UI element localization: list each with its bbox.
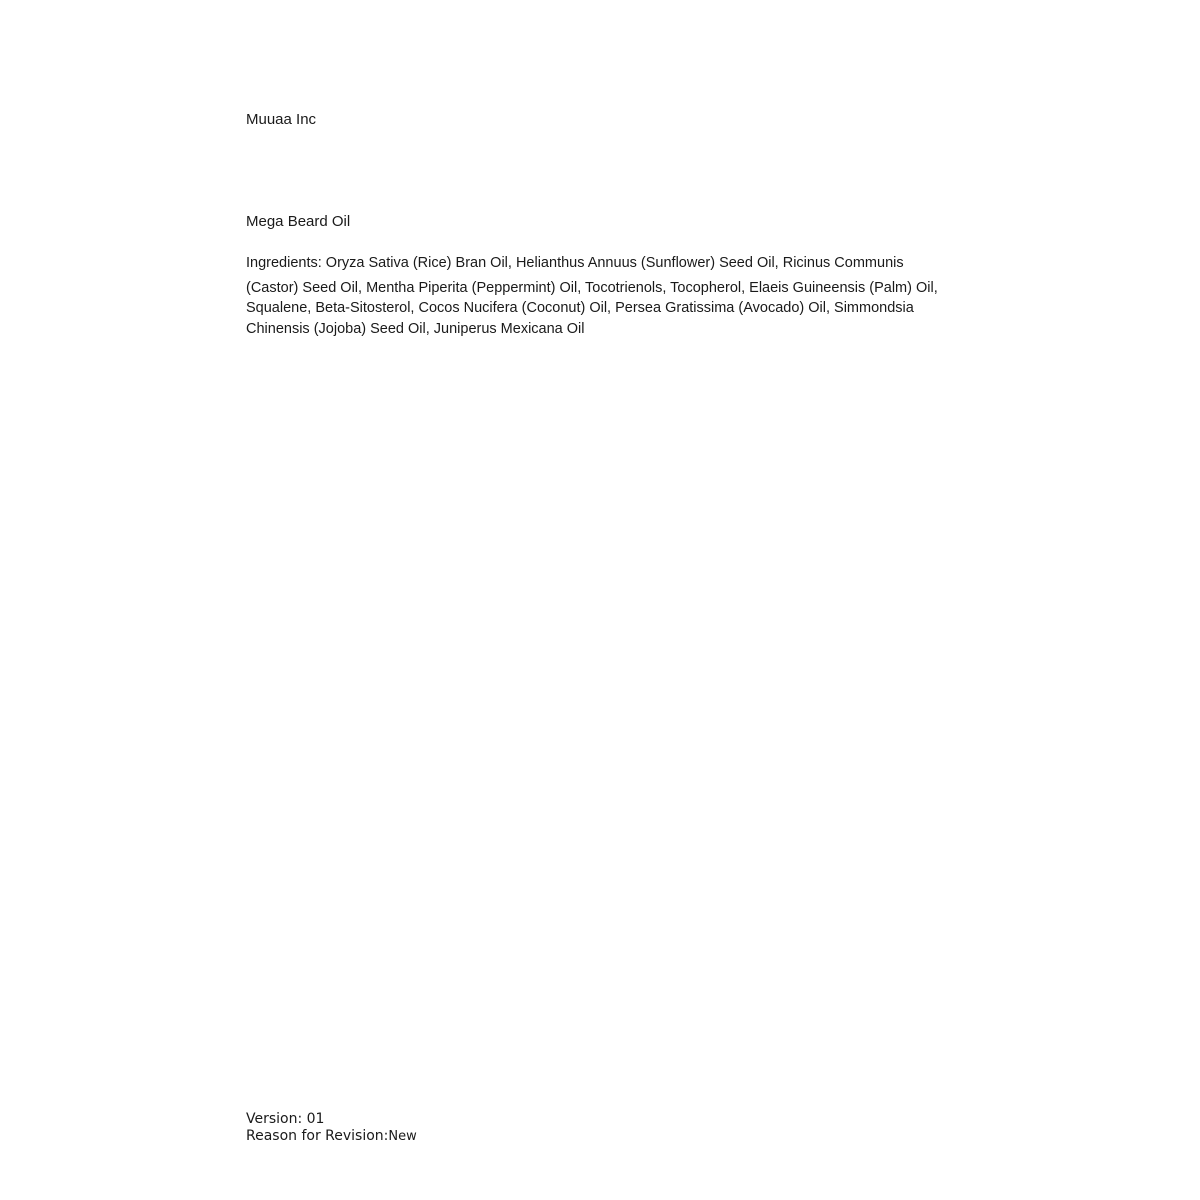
ingredients-paragraph: [246, 253, 971, 339]
ingredients-line: Chinensis (Jojoba) Seed Oil, Juniperus Mexicana Oil: [246, 320, 585, 337]
ingredients-line: (Castor) Seed Oil, Mentha Piperita (Peppermint) Oil, Tocotrienols, Tocopherol, Elaeis Guineensis (Palm) Oil,: [246, 279, 938, 296]
ingredients-line: Squalene, Beta-Sitosterol, Cocos Nucifera (Coconut) Oil, Persea Gratissima (Avocado) Oil, Simmondsia: [246, 300, 914, 316]
revision-value: New: [388, 1129, 417, 1144]
version-label: Version: 01: [246, 1111, 325, 1127]
revision-footer: [246, 1111, 417, 1145]
revision-label: Reason for Revision:: [246, 1128, 389, 1144]
product-name: Mega Beard Oil: [246, 213, 351, 230]
company-name: Muuaa Inc: [246, 111, 317, 128]
revision-row: [246, 1128, 417, 1145]
ingredients-line: Ingredients: Oryza Sativa (Rice) Bran Oil, Helianthus Annuus (Sunflower) Seed Oil, Ricinus Communis: [246, 255, 904, 271]
